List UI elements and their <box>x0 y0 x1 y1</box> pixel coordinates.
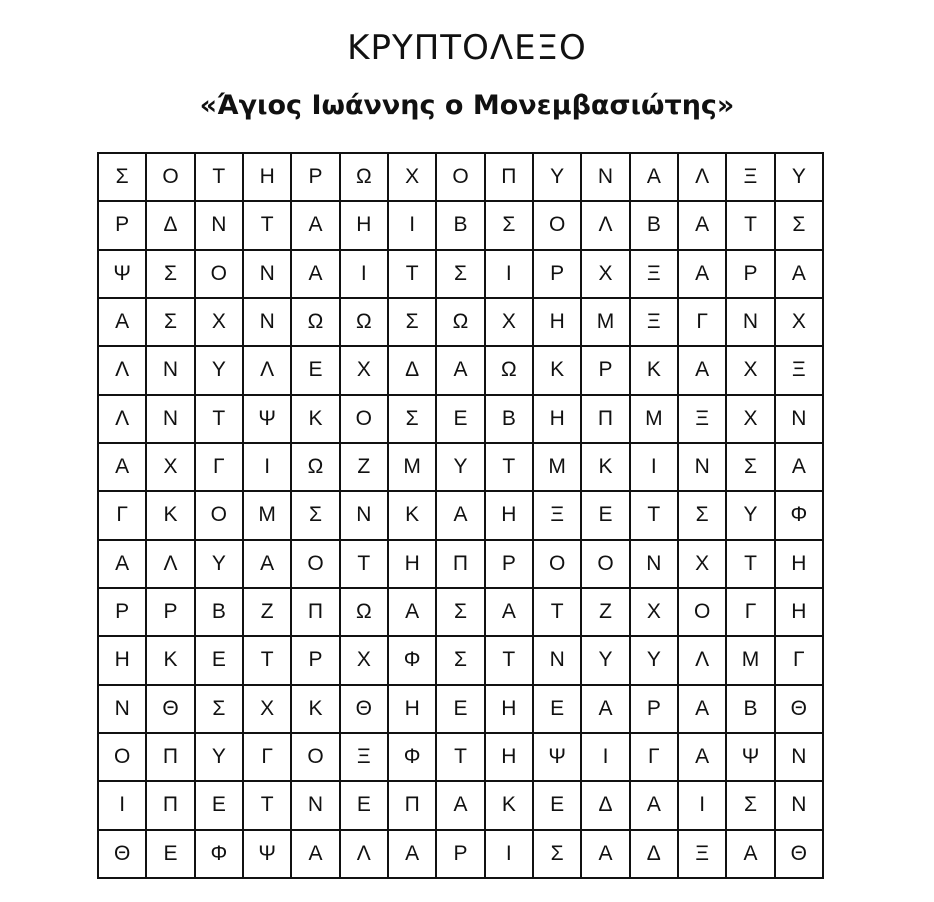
grid-cell[interactable]: Ν <box>679 444 727 492</box>
grid-cell[interactable]: Ε <box>196 782 244 830</box>
grid-cell[interactable]: Η <box>244 154 292 202</box>
grid-cell[interactable]: Α <box>582 831 630 879</box>
grid-cell[interactable]: Α <box>389 831 437 879</box>
grid-cell[interactable]: Ι <box>679 782 727 830</box>
grid-cell[interactable]: Γ <box>244 734 292 782</box>
grid-cell[interactable]: Α <box>389 589 437 637</box>
grid-cell[interactable]: Ω <box>341 589 389 637</box>
grid-cell[interactable]: Α <box>99 541 147 589</box>
grid-cell[interactable]: Χ <box>341 347 389 395</box>
grid-cell[interactable]: Ο <box>534 202 582 250</box>
grid-cell[interactable]: Λ <box>582 202 630 250</box>
grid-cell[interactable]: Ε <box>437 396 485 444</box>
grid-cell[interactable]: Χ <box>679 541 727 589</box>
puzzle-title: ΚΡΥΠΤΟΛΕΞΟ <box>347 28 587 68</box>
grid-cell[interactable]: Ω <box>341 154 389 202</box>
grid-cell[interactable]: Ο <box>582 541 630 589</box>
grid-cell[interactable]: Χ <box>147 444 195 492</box>
grid-cell[interactable]: Θ <box>776 831 824 879</box>
grid-cell[interactable]: Ν <box>631 541 679 589</box>
grid-cell[interactable]: Ω <box>292 299 340 347</box>
grid-cell[interactable]: Α <box>292 831 340 879</box>
grid-cell[interactable]: Ψ <box>99 251 147 299</box>
grid-cell[interactable]: Ε <box>534 782 582 830</box>
grid-cell[interactable]: Μ <box>727 637 775 685</box>
grid-cell[interactable]: Τ <box>486 444 534 492</box>
grid-cell[interactable]: Α <box>292 202 340 250</box>
grid-cell[interactable]: Ω <box>341 299 389 347</box>
grid-cell[interactable]: Ο <box>196 251 244 299</box>
grid-cell[interactable]: Ξ <box>776 347 824 395</box>
grid-cell[interactable]: Χ <box>727 347 775 395</box>
grid-cell[interactable]: Μ <box>582 299 630 347</box>
grid-cell[interactable]: Υ <box>727 492 775 540</box>
grid-cell[interactable]: Α <box>727 831 775 879</box>
grid-cell[interactable]: Τ <box>727 202 775 250</box>
grid-cell[interactable]: Β <box>631 202 679 250</box>
grid-cell[interactable]: Ζ <box>341 444 389 492</box>
grid-cell[interactable]: Σ <box>389 396 437 444</box>
grid-cell[interactable]: Κ <box>292 686 340 734</box>
grid-cell[interactable]: Σ <box>196 686 244 734</box>
grid-cell[interactable]: Λ <box>244 347 292 395</box>
grid-cell[interactable]: Φ <box>776 492 824 540</box>
grid-cell[interactable]: Σ <box>727 782 775 830</box>
grid-cell[interactable]: Α <box>776 251 824 299</box>
grid-cell[interactable]: Υ <box>776 154 824 202</box>
grid-cell[interactable]: Σ <box>486 202 534 250</box>
grid-cell[interactable]: Λ <box>99 396 147 444</box>
grid-cell[interactable]: Σ <box>389 299 437 347</box>
grid-cell[interactable]: Δ <box>147 202 195 250</box>
grid-cell[interactable]: Λ <box>679 154 727 202</box>
grid-cell[interactable]: Τ <box>631 492 679 540</box>
grid-cell[interactable]: Α <box>99 444 147 492</box>
grid-cell[interactable]: Κ <box>582 444 630 492</box>
grid-cell[interactable]: Ξ <box>534 492 582 540</box>
grid-cell[interactable]: Π <box>147 782 195 830</box>
grid-cell[interactable]: Ζ <box>244 589 292 637</box>
grid-cell[interactable]: Ν <box>147 347 195 395</box>
grid-cell[interactable]: Ε <box>582 492 630 540</box>
grid-cell[interactable]: Ν <box>99 686 147 734</box>
grid-cell[interactable]: Ρ <box>292 637 340 685</box>
grid-cell[interactable]: Ε <box>292 347 340 395</box>
grid-cell[interactable]: Η <box>389 541 437 589</box>
grid-cell[interactable]: Ε <box>437 686 485 734</box>
grid-cell[interactable]: Σ <box>147 299 195 347</box>
grid-cell[interactable]: Π <box>389 782 437 830</box>
grid-cell[interactable]: Ζ <box>582 589 630 637</box>
grid-cell[interactable]: Χ <box>341 637 389 685</box>
grid-cell[interactable]: Κ <box>534 347 582 395</box>
grid-cell[interactable]: Υ <box>437 444 485 492</box>
grid-cell[interactable]: Ι <box>631 444 679 492</box>
grid-cell[interactable]: Γ <box>776 637 824 685</box>
grid-cell[interactable]: Η <box>534 396 582 444</box>
grid-cell[interactable]: Α <box>437 347 485 395</box>
grid-cell[interactable]: Η <box>534 299 582 347</box>
grid-cell[interactable]: Ο <box>147 154 195 202</box>
grid-cell[interactable]: Ξ <box>631 299 679 347</box>
grid-cell[interactable]: Σ <box>99 154 147 202</box>
grid-cell[interactable]: Σ <box>727 444 775 492</box>
grid-cell[interactable]: Τ <box>486 637 534 685</box>
grid-cell[interactable]: Ν <box>534 637 582 685</box>
grid-cell[interactable]: Ε <box>196 637 244 685</box>
grid-cell[interactable]: Κ <box>292 396 340 444</box>
grid-cell[interactable]: Ρ <box>437 831 485 879</box>
grid-cell[interactable]: Η <box>486 734 534 782</box>
grid-cell[interactable]: Ε <box>147 831 195 879</box>
grid-cell[interactable]: Χ <box>582 251 630 299</box>
grid-cell[interactable]: Τ <box>196 396 244 444</box>
grid-cell[interactable]: Β <box>727 686 775 734</box>
grid-cell[interactable]: Τ <box>244 782 292 830</box>
grid-cell[interactable]: Η <box>776 589 824 637</box>
grid-cell[interactable]: Τ <box>534 589 582 637</box>
grid-cell[interactable]: Ν <box>341 492 389 540</box>
grid-cell[interactable]: Ν <box>196 202 244 250</box>
grid-cell[interactable]: Α <box>679 202 727 250</box>
grid-cell[interactable]: Γ <box>99 492 147 540</box>
grid-cell[interactable]: Ο <box>534 541 582 589</box>
grid-cell[interactable]: Τ <box>727 541 775 589</box>
grid-cell[interactable]: Α <box>679 251 727 299</box>
grid-cell[interactable]: Ρ <box>147 589 195 637</box>
grid-cell[interactable]: Α <box>486 589 534 637</box>
grid-cell[interactable]: Ρ <box>582 347 630 395</box>
grid-cell[interactable]: Υ <box>196 734 244 782</box>
grid-cell[interactable]: Δ <box>582 782 630 830</box>
grid-cell[interactable]: Ι <box>389 202 437 250</box>
grid-cell[interactable]: Α <box>631 154 679 202</box>
grid-cell[interactable]: Κ <box>147 492 195 540</box>
grid-cell[interactable]: Λ <box>341 831 389 879</box>
grid-cell[interactable]: Ρ <box>631 686 679 734</box>
grid-cell[interactable]: Χ <box>486 299 534 347</box>
grid-cell[interactable]: Α <box>679 347 727 395</box>
grid-cell[interactable]: Π <box>292 589 340 637</box>
grid-cell[interactable]: Σ <box>292 492 340 540</box>
grid-cell[interactable]: Ο <box>341 396 389 444</box>
grid-cell[interactable]: Ρ <box>99 202 147 250</box>
grid-cell[interactable]: Α <box>631 782 679 830</box>
grid-cell[interactable]: Α <box>292 251 340 299</box>
grid-cell[interactable]: Ν <box>582 154 630 202</box>
grid-cell[interactable]: Σ <box>534 831 582 879</box>
grid-cell[interactable]: Ψ <box>244 396 292 444</box>
grid-cell[interactable]: Τ <box>244 202 292 250</box>
grid-cell[interactable]: Ν <box>776 396 824 444</box>
grid-cell[interactable]: Α <box>776 444 824 492</box>
grid-cell[interactable]: Ν <box>292 782 340 830</box>
grid-cell[interactable]: Ι <box>486 251 534 299</box>
grid-cell[interactable]: Μ <box>534 444 582 492</box>
grid-cell[interactable]: Φ <box>389 637 437 685</box>
grid-cell[interactable]: Ο <box>437 154 485 202</box>
grid-cell[interactable]: Κ <box>147 637 195 685</box>
grid-cell[interactable]: Α <box>244 541 292 589</box>
grid-cell[interactable]: Ι <box>99 782 147 830</box>
grid-cell[interactable]: Ψ <box>534 734 582 782</box>
grid-cell[interactable]: Υ <box>196 347 244 395</box>
grid-cell[interactable]: Ι <box>486 831 534 879</box>
grid-cell[interactable]: Η <box>341 202 389 250</box>
word-search-grid <box>97 152 824 879</box>
grid-cell[interactable]: Η <box>389 686 437 734</box>
grid-cell[interactable]: Ε <box>341 782 389 830</box>
grid-cell[interactable]: Τ <box>389 251 437 299</box>
grid-cell[interactable]: Μ <box>244 492 292 540</box>
grid-cell[interactable]: Τ <box>437 734 485 782</box>
grid-cell[interactable]: Ρ <box>99 589 147 637</box>
grid-cell[interactable]: Ρ <box>486 541 534 589</box>
grid-cell[interactable]: Ω <box>292 444 340 492</box>
grid-cell[interactable]: Υ <box>631 637 679 685</box>
grid-cell[interactable]: Ν <box>244 299 292 347</box>
grid-cell[interactable]: Δ <box>389 347 437 395</box>
grid-cell[interactable]: Β <box>437 202 485 250</box>
grid-cell[interactable]: Ξ <box>679 831 727 879</box>
grid-cell[interactable]: Π <box>486 154 534 202</box>
grid-cell[interactable]: Ν <box>776 734 824 782</box>
grid-cell[interactable]: Κ <box>631 347 679 395</box>
grid-cell[interactable]: Β <box>196 589 244 637</box>
grid-cell[interactable]: Α <box>679 734 727 782</box>
grid-cell[interactable]: Φ <box>389 734 437 782</box>
grid-cell[interactable]: Γ <box>196 444 244 492</box>
grid-cell[interactable]: Γ <box>679 299 727 347</box>
grid-cell[interactable]: Ο <box>292 541 340 589</box>
grid-cell[interactable]: Χ <box>389 154 437 202</box>
grid-cell[interactable]: Σ <box>437 637 485 685</box>
grid-cell[interactable]: Η <box>99 637 147 685</box>
grid-cell[interactable]: Χ <box>727 396 775 444</box>
grid-cell[interactable]: Λ <box>99 347 147 395</box>
grid-cell[interactable]: Ι <box>341 251 389 299</box>
grid-cell[interactable]: Ω <box>437 299 485 347</box>
grid-cell[interactable]: Υ <box>534 154 582 202</box>
grid-cell[interactable]: Τ <box>196 154 244 202</box>
grid-cell[interactable]: Θ <box>776 686 824 734</box>
grid-cell[interactable]: Θ <box>99 831 147 879</box>
grid-cell[interactable]: Ω <box>486 347 534 395</box>
grid-cell[interactable]: Σ <box>147 251 195 299</box>
grid-cell[interactable]: Α <box>99 299 147 347</box>
puzzle-subtitle: «Άγιος Ιωάννης ο Μονεμβασιώτης» <box>199 90 735 121</box>
grid-cell[interactable]: Π <box>437 541 485 589</box>
grid-cell[interactable]: Ξ <box>679 396 727 444</box>
grid-cell[interactable]: Α <box>437 782 485 830</box>
grid-cell[interactable]: Μ <box>631 396 679 444</box>
grid-cell[interactable]: Α <box>679 686 727 734</box>
grid-cell[interactable]: Ξ <box>727 154 775 202</box>
grid-cell[interactable]: Λ <box>679 637 727 685</box>
grid-cell[interactable]: Ν <box>727 299 775 347</box>
grid-cell[interactable]: Ρ <box>292 154 340 202</box>
grid-cell[interactable]: Χ <box>776 299 824 347</box>
grid-cell[interactable]: Σ <box>776 202 824 250</box>
grid-cell[interactable]: Ο <box>99 734 147 782</box>
grid-cell[interactable]: Η <box>486 492 534 540</box>
grid-cell[interactable]: Ψ <box>727 734 775 782</box>
grid-cell[interactable]: Ν <box>147 396 195 444</box>
grid-cell[interactable]: Σ <box>679 492 727 540</box>
grid-cell[interactable]: Ο <box>196 492 244 540</box>
grid-cell[interactable]: Φ <box>196 831 244 879</box>
grid-cell[interactable]: Ο <box>292 734 340 782</box>
grid-cell[interactable]: Τ <box>244 637 292 685</box>
grid-cell[interactable]: Χ <box>631 589 679 637</box>
grid-cell[interactable]: Σ <box>437 251 485 299</box>
grid-cell[interactable]: Σ <box>437 589 485 637</box>
grid-cell[interactable]: Ξ <box>341 734 389 782</box>
grid-cell[interactable]: Α <box>437 492 485 540</box>
grid-cell[interactable]: Ο <box>679 589 727 637</box>
grid-cell[interactable]: Β <box>486 396 534 444</box>
grid-cell[interactable]: Ι <box>582 734 630 782</box>
grid-cell[interactable]: Π <box>147 734 195 782</box>
grid-cell[interactable]: Κ <box>389 492 437 540</box>
grid-cell[interactable]: Π <box>582 396 630 444</box>
grid-cell[interactable]: Υ <box>582 637 630 685</box>
grid-cell[interactable]: Η <box>486 686 534 734</box>
grid-cell[interactable]: Τ <box>341 541 389 589</box>
grid-cell[interactable]: Γ <box>727 589 775 637</box>
grid-cell[interactable]: Χ <box>196 299 244 347</box>
grid-cell[interactable]: Ρ <box>727 251 775 299</box>
grid-cell[interactable]: Ψ <box>244 831 292 879</box>
grid-cell[interactable]: Ι <box>244 444 292 492</box>
grid-cell[interactable]: Θ <box>147 686 195 734</box>
grid-cell[interactable]: Η <box>776 541 824 589</box>
grid-cell[interactable]: Υ <box>196 541 244 589</box>
grid-cell[interactable]: Κ <box>486 782 534 830</box>
grid-cell[interactable]: Θ <box>341 686 389 734</box>
grid-cell[interactable]: Ν <box>244 251 292 299</box>
grid-cell[interactable]: Ξ <box>631 251 679 299</box>
grid-cell[interactable]: Λ <box>147 541 195 589</box>
grid-cell[interactable]: Χ <box>244 686 292 734</box>
grid-cell[interactable]: Μ <box>389 444 437 492</box>
grid-cell[interactable]: Α <box>582 686 630 734</box>
grid-cell[interactable]: Ε <box>534 686 582 734</box>
grid-cell[interactable]: Ρ <box>534 251 582 299</box>
grid-cell[interactable]: Γ <box>631 734 679 782</box>
grid-cell[interactable]: Δ <box>631 831 679 879</box>
grid-cell[interactable]: Ν <box>776 782 824 830</box>
